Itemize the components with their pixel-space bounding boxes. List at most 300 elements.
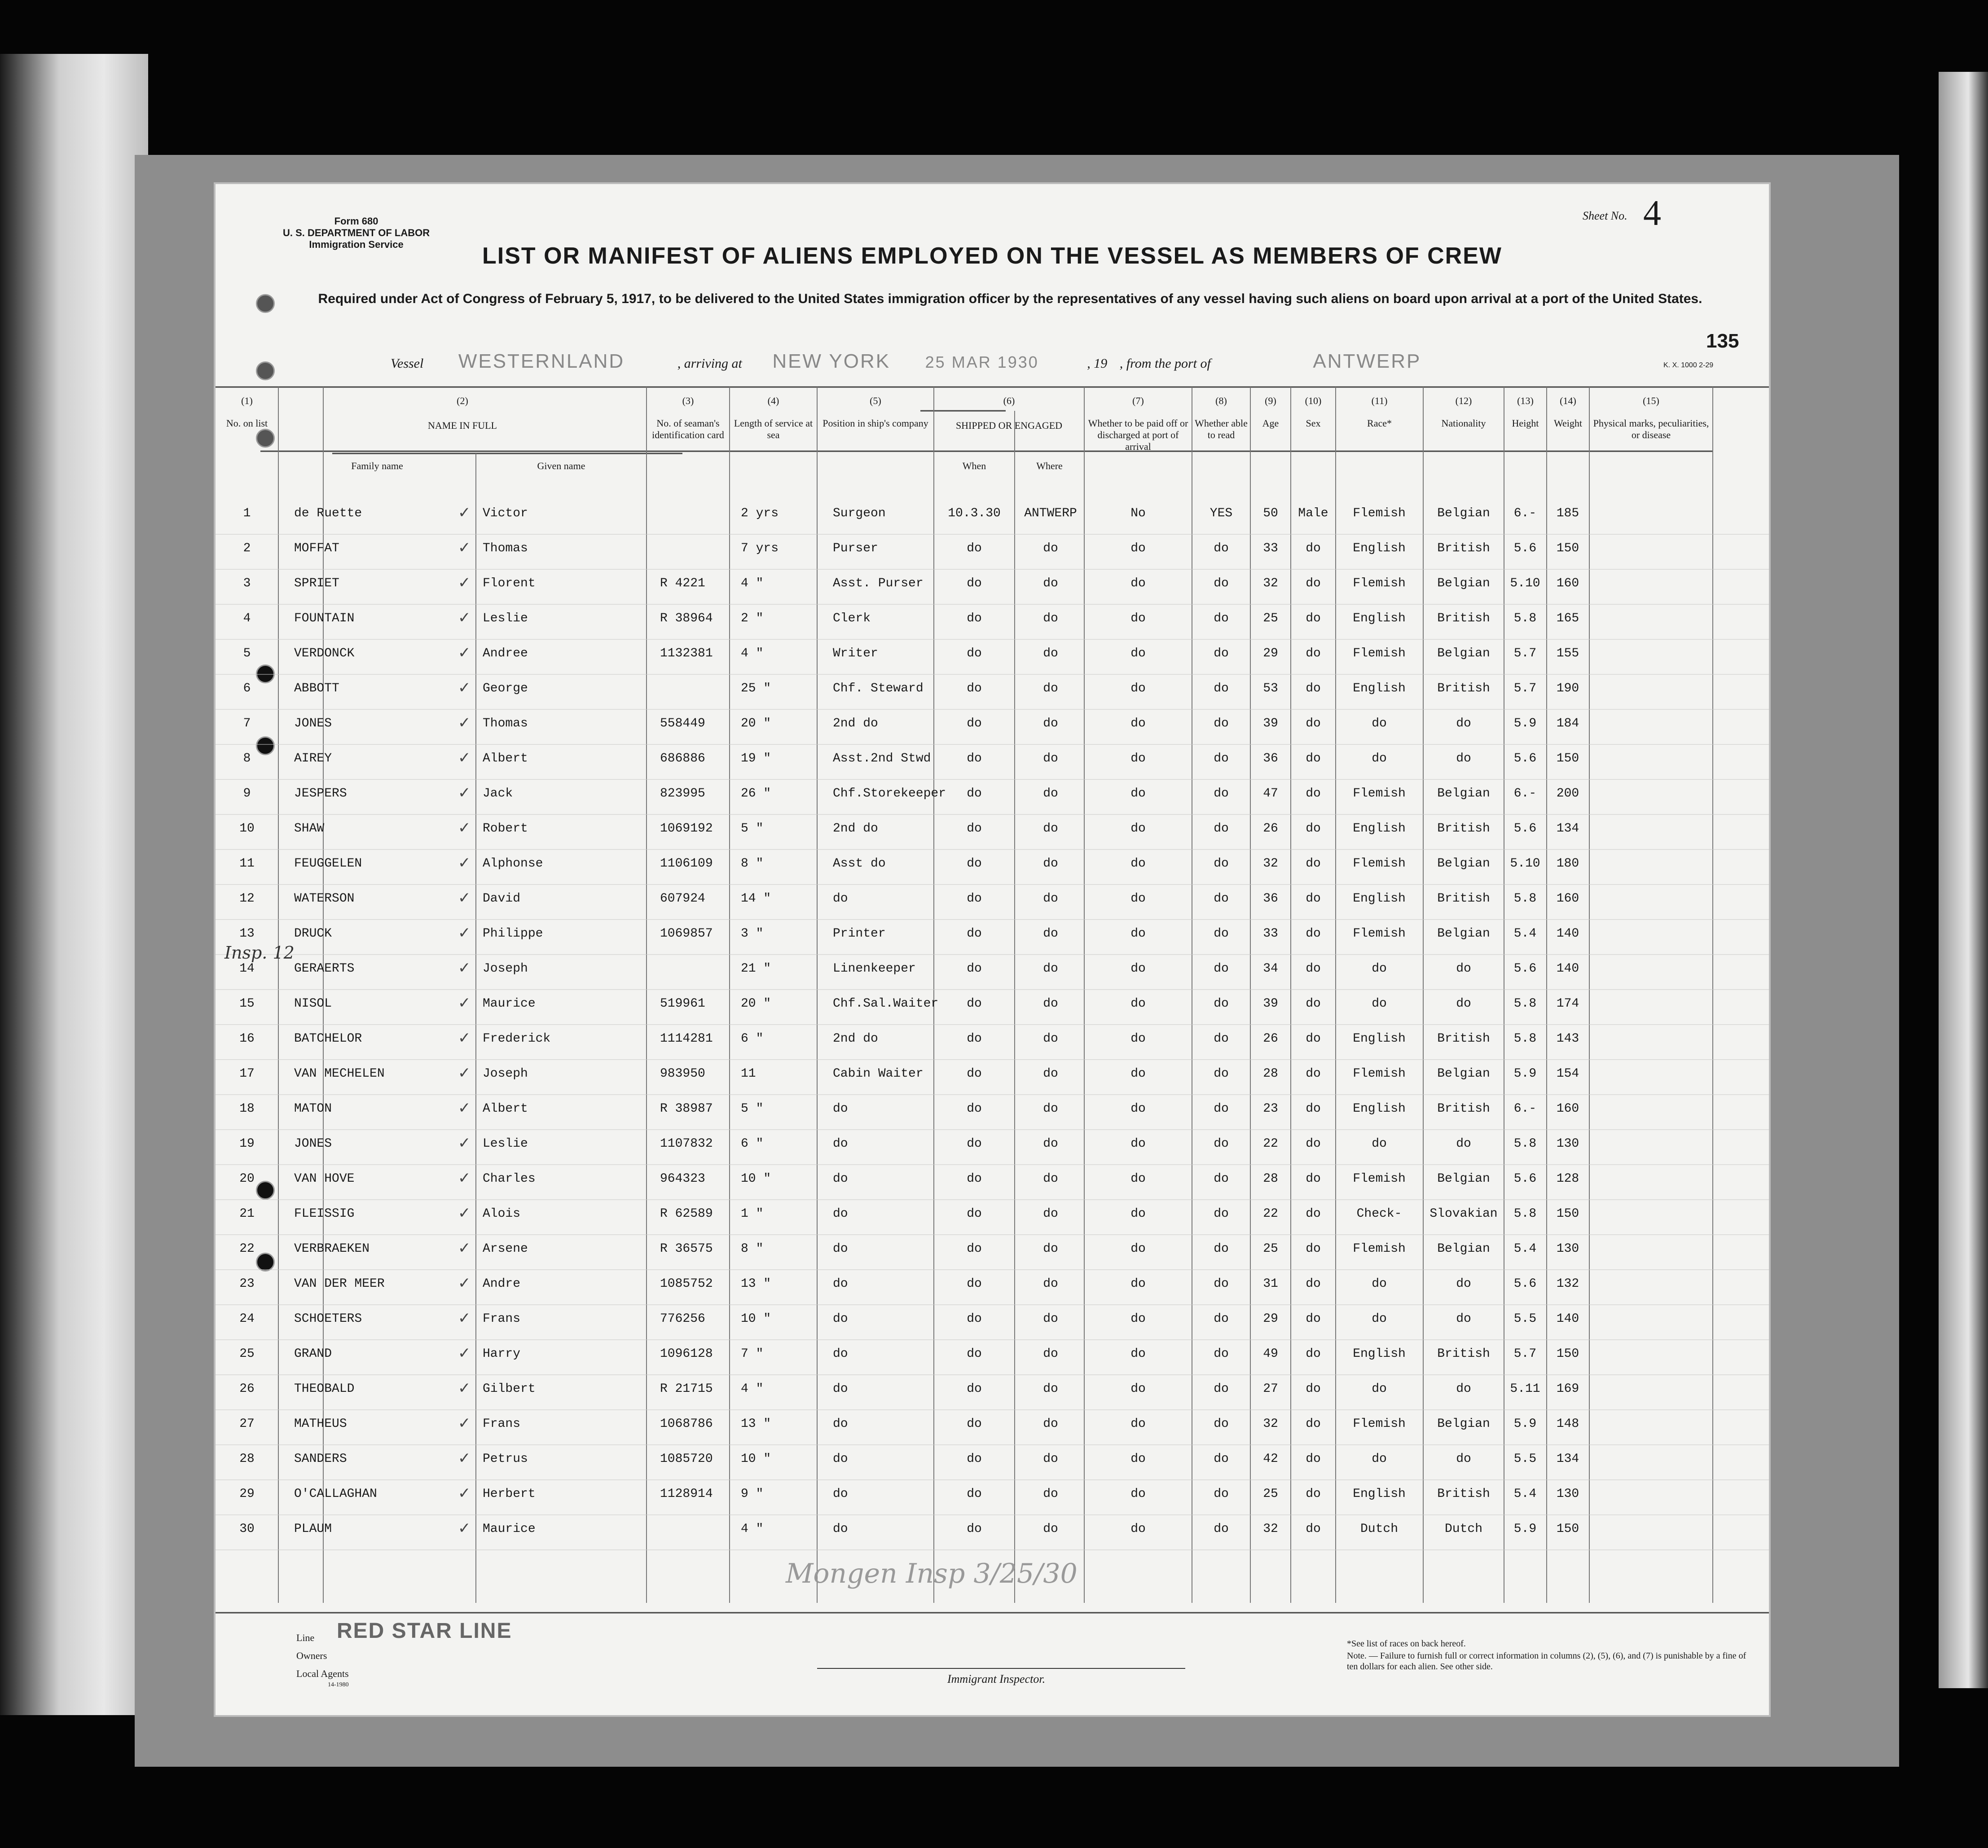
table-cell: do (1130, 1102, 1146, 1116)
table-cell: Clerk (833, 612, 871, 625)
sheet-label: Sheet No. (1583, 209, 1627, 222)
table-cell: 4 " (741, 1522, 764, 1536)
table-cell: 2 yrs (741, 506, 779, 520)
table-cell: 36 (1263, 892, 1278, 906)
column-number: (6) (1003, 395, 1015, 406)
column-number: (2) (457, 395, 468, 406)
checkmark-icon: ✓ (458, 1134, 471, 1152)
table-cell: do (833, 1242, 848, 1256)
table-cell: Asst. Purser (833, 576, 924, 590)
table-cell: 1106109 (660, 857, 713, 871)
table-cell: 32 (1263, 1522, 1278, 1536)
table-cell: do (967, 717, 982, 730)
table-cell: Gilbert (483, 1382, 536, 1396)
table-cell: BATCHELOR (294, 1032, 362, 1046)
binder-left-edge (0, 54, 148, 1715)
table-cell: 14 (239, 962, 255, 976)
table-cell: Charles (483, 1172, 536, 1186)
table-cell: do (967, 787, 982, 801)
table-cell: GERAERTS (294, 962, 355, 976)
table-cell: do (1130, 612, 1146, 625)
punch-hole-icon (256, 1181, 275, 1200)
table-cell: do (1456, 752, 1471, 766)
table-cell: Frederick (483, 1032, 551, 1046)
table-cell: do (1043, 822, 1058, 836)
table-cell: R 38964 (660, 612, 713, 625)
table-cell: English (1353, 892, 1406, 906)
table-cell: Check- (1356, 1207, 1402, 1221)
checkmark-icon: ✓ (458, 1239, 471, 1257)
column-number: (13) (1517, 395, 1534, 406)
table-cell: 185 (1556, 506, 1579, 520)
table-cell: 169 (1556, 1382, 1579, 1396)
table-cell: 7 yrs (741, 541, 779, 555)
table-cell: WATERSON (294, 892, 355, 906)
table-cell: David (483, 892, 521, 906)
arrival-port: NEW YORK (772, 350, 891, 372)
table-cell: 21 " (741, 962, 771, 976)
table-cell: English (1353, 1487, 1406, 1501)
table-cell: Surgeon (833, 506, 886, 520)
table-cell: Belgian (1437, 1417, 1490, 1431)
table-cell: do (1306, 541, 1321, 555)
arriving-label: , arriving at (677, 356, 742, 371)
table-cell: 1085752 (660, 1277, 713, 1291)
table-cell: 6.- (1513, 506, 1537, 520)
table-cell: do (967, 541, 982, 555)
table-cell: Alphonse (483, 857, 543, 871)
column-header: Position in ship's company (822, 418, 928, 429)
column-number: (14) (1560, 395, 1576, 406)
table-cell: 33 (1263, 927, 1278, 941)
table-cell: 5.8 (1513, 1032, 1537, 1046)
table-cell: Jack (483, 787, 513, 801)
checkmark-icon: ✓ (458, 1204, 471, 1222)
table-cell: do (1043, 962, 1058, 976)
table-cell: do (1130, 1032, 1146, 1046)
table-cell: do (1306, 717, 1321, 730)
table-cell: R 4221 (660, 576, 705, 590)
table-cell: do (833, 892, 848, 906)
table-cell: 30 (239, 1522, 255, 1536)
table-cell: do (967, 1487, 982, 1501)
table-cell: Thomas (483, 717, 528, 730)
table-cell: do (1306, 1207, 1321, 1221)
table-cell: 5.5 (1513, 1312, 1537, 1326)
checkmark-icon: ✓ (458, 889, 471, 907)
table-cell: 20 " (741, 717, 771, 730)
table-cell: do (1130, 682, 1146, 695)
table-cell: MOFFAT (294, 541, 339, 555)
table-cell: O'CALLAGHAN (294, 1487, 377, 1501)
checkmark-icon: ✓ (458, 1519, 471, 1537)
table-cell: do (1306, 1102, 1321, 1116)
table-cell: 2nd do (833, 717, 878, 730)
checkmark-icon: ✓ (458, 644, 471, 662)
table-cell: 1 (243, 506, 251, 520)
table-cell: 5.6 (1513, 752, 1537, 766)
table-cell: 16 (239, 1032, 255, 1046)
table-cell: do (1043, 997, 1058, 1011)
table-cell: do (1456, 1137, 1471, 1151)
year-label: , 19 (1087, 356, 1108, 371)
table-cell: Philippe (483, 927, 543, 941)
checkmark-icon: ✓ (458, 1414, 471, 1432)
checkmark-icon: ✓ (458, 819, 471, 837)
table-cell: do (1306, 1417, 1321, 1431)
table-cell: do (1306, 892, 1321, 906)
table-cell: de Ruette (294, 506, 362, 520)
departure-port: ANTWERP (1313, 350, 1421, 372)
table-cell: do (1306, 682, 1321, 695)
table-cell: do (1043, 1172, 1058, 1186)
table-cell: do (1214, 787, 1229, 801)
table-cell: do (1306, 647, 1321, 660)
table-cell: 36 (1263, 752, 1278, 766)
table-cell: do (1130, 962, 1146, 976)
table-cell: Joseph (483, 1067, 528, 1081)
table-cell: SCHOETERS (294, 1312, 362, 1326)
table-cell: Writer (833, 647, 878, 660)
table-cell: 8 (243, 752, 251, 766)
table-cell: do (1372, 1277, 1387, 1291)
table-cell: do (833, 1452, 848, 1466)
table-cell: JONES (294, 1137, 332, 1151)
table-cell: do (967, 682, 982, 695)
table-cell: 11 (239, 857, 255, 871)
table-cell: Chf. Steward (833, 682, 924, 695)
table-cell: do (1043, 576, 1058, 590)
table-cell: 49 (1263, 1347, 1278, 1361)
page-subtitle: Required under Act of Congress of February 5, 1917, to be delivered to the United States immigration officer by the representatives of any vessel having such aliens on board upon arrival at a port of the United States. (318, 291, 1702, 306)
table-cell: do (1306, 1382, 1321, 1396)
table-cell: 5 (243, 647, 251, 660)
table-cell: 26 " (741, 787, 771, 801)
table-cell: do (1214, 1487, 1229, 1501)
table-cell: 140 (1556, 927, 1579, 941)
table-cell: 14 " (741, 892, 771, 906)
table-cell: do (1456, 1277, 1471, 1291)
table-cell: JESPERS (294, 787, 347, 801)
column-header: Whether to be paid off or discharged at port of arrival (1088, 418, 1188, 452)
table-cell: do (967, 1347, 982, 1361)
table-cell: Maurice (483, 1522, 536, 1536)
table-cell: 32 (1263, 857, 1278, 871)
table-cell: 150 (1556, 1207, 1579, 1221)
table-cell: do (967, 752, 982, 766)
table-cell: do (967, 822, 982, 836)
table-cell: do (1456, 1382, 1471, 1396)
table-cell: 19 (239, 1137, 255, 1151)
table-cell: do (1456, 997, 1471, 1011)
table-cell: 5.6 (1513, 822, 1537, 836)
table-cell: English (1353, 682, 1406, 695)
table-cell: Asst do (833, 857, 886, 871)
checkmark-icon: ✓ (458, 574, 471, 592)
table-cell: do (1043, 612, 1058, 625)
table-cell: 4 (243, 612, 251, 625)
table-cell: do (1456, 1312, 1471, 1326)
table-cell: 1096128 (660, 1347, 713, 1361)
table-cell: do (1214, 1382, 1229, 1396)
table-cell: do (1130, 1452, 1146, 1466)
table-cell: 5.4 (1513, 1242, 1537, 1256)
table-cell: do (833, 1102, 848, 1116)
table-cell: 29 (1263, 647, 1278, 660)
table-cell: do (967, 1137, 982, 1151)
table-cell: do (967, 1452, 982, 1466)
table-cell: Petrus (483, 1452, 528, 1466)
table-cell: 15 (239, 997, 255, 1011)
table-cell: do (1372, 962, 1387, 976)
table-cell: 6.- (1513, 1102, 1537, 1116)
table-cell: George (483, 682, 528, 695)
table-cell: do (1043, 682, 1058, 695)
table-cell: 33 (1263, 541, 1278, 555)
inspector-label: Immigrant Inspector. (947, 1672, 1046, 1685)
table-cell: do (1214, 1172, 1229, 1186)
table-cell: 20 " (741, 997, 771, 1011)
column-subheader: Where (1036, 460, 1063, 471)
checkmark-icon: ✓ (458, 539, 471, 557)
table-cell: 128 (1556, 1172, 1579, 1186)
table-cell: 28 (1263, 1067, 1278, 1081)
column-number: (9) (1265, 395, 1276, 406)
checkmark-icon: ✓ (458, 1169, 471, 1187)
table-cell: do (1214, 541, 1229, 555)
table-cell: 22 (1263, 1207, 1278, 1221)
punch-hole-icon (256, 429, 275, 448)
table-cell: 7 (243, 717, 251, 730)
table-cell: 27 (1263, 1382, 1278, 1396)
table-cell: 9 (243, 787, 251, 801)
table-cell: do (1306, 752, 1321, 766)
table-cell: do (1214, 1312, 1229, 1326)
table-cell: Chf.Storekeeper (833, 787, 946, 801)
table-cell: 519961 (660, 997, 705, 1011)
table-cell: GRAND (294, 1347, 332, 1361)
table-cell: do (1372, 1452, 1387, 1466)
table-cell: do (1214, 576, 1229, 590)
table-cell: 39 (1263, 997, 1278, 1011)
table-cell: do (1306, 1312, 1321, 1326)
table-cell: do (1214, 1242, 1229, 1256)
table-cell: do (967, 1382, 982, 1396)
table-cell: do (967, 962, 982, 976)
table-cell: ABBOTT (294, 682, 339, 695)
table-cell: Robert (483, 822, 528, 836)
table-cell: do (833, 1382, 848, 1396)
table-cell: do (1043, 717, 1058, 730)
table-cell: 140 (1556, 962, 1579, 976)
penalty-note: Note. — Failure to furnish full or correct information in columns (2), (5), (6), and (7) is punishable by a fine of ten dollars for each alien. See other side. (1347, 1651, 1746, 1672)
table-cell: FOUNTAIN (294, 612, 355, 625)
table-cell: 20 (239, 1172, 255, 1186)
table-cell: PLAUM (294, 1522, 332, 1536)
table-cell: 1068786 (660, 1417, 713, 1431)
table-cell: do (1130, 892, 1146, 906)
table-cell: Albert (483, 752, 528, 766)
column-subheader: When (962, 460, 986, 471)
checkmark-icon: ✓ (458, 994, 471, 1012)
checkmark-icon: ✓ (458, 1449, 471, 1467)
table-cell: 47 (1263, 787, 1278, 801)
table-cell: 10 " (741, 1312, 771, 1326)
table-cell: do (1306, 1452, 1321, 1466)
checkmark-icon: ✓ (458, 924, 471, 942)
table-cell: Flemish (1353, 1067, 1406, 1081)
table-cell: do (1130, 1137, 1146, 1151)
table-cell: 558449 (660, 717, 705, 730)
column-header: No. on list (226, 418, 268, 429)
table-cell: do (1130, 647, 1146, 660)
table-cell: do (1306, 927, 1321, 941)
from-port-label: , from the port of (1119, 356, 1211, 371)
column-number: (15) (1643, 395, 1659, 406)
table-cell: 29 (239, 1487, 255, 1501)
table-cell: do (1214, 647, 1229, 660)
column-number: (12) (1455, 395, 1472, 406)
table-cell: do (1214, 857, 1229, 871)
table-cell: 25 (239, 1347, 255, 1361)
table-cell: Herbert (483, 1487, 536, 1501)
table-cell: Leslie (483, 612, 528, 625)
table-cell: 24 (239, 1312, 255, 1326)
checkmark-icon: ✓ (458, 1274, 471, 1292)
table-cell: 50 (1263, 506, 1278, 520)
table-cell: Thomas (483, 541, 528, 555)
table-cell: MATON (294, 1102, 332, 1116)
table-cell: do (1306, 997, 1321, 1011)
table-cell: do (1043, 752, 1058, 766)
table-cell: 132 (1556, 1277, 1579, 1291)
table-cell: British (1437, 682, 1490, 695)
table-cell: 130 (1556, 1487, 1579, 1501)
form-department: U. S. DEPARTMENT OF LABOR (283, 227, 430, 238)
table-cell: 6 (243, 682, 251, 695)
page-title: LIST OR MANIFEST OF ALIENS EMPLOYED ON THE VESSEL AS MEMBERS OF CREW (482, 243, 1502, 269)
table-cell: do (1043, 1137, 1058, 1151)
table-cell: Belgian (1437, 1172, 1490, 1186)
table-cell: 13 (239, 927, 255, 941)
inspector-signature-line (817, 1668, 1185, 1669)
checkmark-icon: ✓ (458, 854, 471, 872)
table-cell: do (1306, 1172, 1321, 1186)
table-cell: do (1372, 752, 1387, 766)
column-header: Sex (1306, 418, 1321, 429)
table-cell: Andree (483, 647, 528, 660)
table-cell: Flemish (1353, 1172, 1406, 1186)
table-cell: do (1456, 962, 1471, 976)
table-cell: 5.4 (1513, 1487, 1537, 1501)
column-header: Length of service at sea (734, 418, 813, 440)
table-cell: do (1130, 927, 1146, 941)
column-number: (10) (1305, 395, 1322, 406)
table-cell: 160 (1556, 892, 1579, 906)
table-cell: do (1130, 1382, 1146, 1396)
table-cell: AIREY (294, 752, 332, 766)
sheet-number: 4 (1643, 194, 1661, 233)
table-cell: 25 (1263, 612, 1278, 625)
local-agents-label: Local Agents (296, 1668, 349, 1679)
table-cell: do (967, 647, 982, 660)
table-cell: do (967, 997, 982, 1011)
table-cell: 12 (239, 892, 255, 906)
checkmark-icon: ✓ (458, 1309, 471, 1327)
table-cell: do (1130, 1347, 1146, 1361)
table-cell: ANTWERP (1024, 506, 1077, 520)
table-cell: English (1353, 1032, 1406, 1046)
table-cell: 26 (1263, 1032, 1278, 1046)
table-cell: Flemish (1353, 927, 1406, 941)
table-cell: 5.8 (1513, 612, 1537, 625)
table-cell: 10 " (741, 1172, 771, 1186)
line-stamp: RED STAR LINE (337, 1619, 512, 1643)
table-cell: 5.4 (1513, 927, 1537, 941)
table-cell: Victor (483, 506, 528, 520)
table-cell: 29 (1263, 1312, 1278, 1326)
table-cell: do (1214, 1102, 1229, 1116)
table-cell: do (1214, 1137, 1229, 1151)
table-cell: 5.8 (1513, 997, 1537, 1011)
table-cell: 4 " (741, 1382, 764, 1396)
table-cell: do (1043, 1417, 1058, 1431)
table-cell: do (967, 1172, 982, 1186)
table-cell: 5 " (741, 1102, 764, 1116)
table-cell: do (1306, 1347, 1321, 1361)
table-cell: FEUGGELEN (294, 857, 362, 871)
table-cell: 2 (243, 541, 251, 555)
table-cell: 23 (239, 1277, 255, 1291)
column-number: (11) (1371, 395, 1388, 406)
table-cell: do (1306, 1487, 1321, 1501)
table-cell: Slovakian (1429, 1207, 1498, 1221)
table-cell: Belgian (1437, 1067, 1490, 1081)
table-cell: do (1130, 787, 1146, 801)
table-cell: 23 (1263, 1102, 1278, 1116)
table-cell: 5.9 (1513, 1067, 1537, 1081)
table-cell: 5.8 (1513, 1137, 1537, 1151)
table-cell: 1107832 (660, 1137, 713, 1151)
column-header: No. of seaman's identification card (652, 418, 724, 440)
table-cell: do (833, 1347, 848, 1361)
races-note: *See list of races on back hereof. (1347, 1639, 1466, 1649)
table-cell: do (833, 1277, 848, 1291)
table-cell: VAN HOVE (294, 1172, 355, 1186)
column-subheader: Family name (351, 460, 403, 471)
table-cell: English (1353, 1102, 1406, 1116)
table-cell: 13 " (741, 1277, 771, 1291)
table-cell: do (967, 857, 982, 871)
table-cell: 190 (1556, 682, 1579, 695)
table-cell: do (1130, 576, 1146, 590)
table-cell: 28 (239, 1452, 255, 1466)
checkmark-icon: ✓ (458, 1099, 471, 1117)
column-header: SHIPPED OR ENGAGED (955, 420, 1063, 431)
table-cell: 18 (239, 1102, 255, 1116)
table-cell: 134 (1556, 1452, 1579, 1466)
table-cell: British (1437, 541, 1490, 555)
checkmark-icon: ✓ (458, 1344, 471, 1362)
table-cell: 22 (239, 1242, 255, 1256)
table-cell: do (1214, 892, 1229, 906)
table-cell: do (1306, 576, 1321, 590)
table-cell: do (967, 1277, 982, 1291)
table-cell: do (1043, 541, 1058, 555)
table-cell: Flemish (1353, 647, 1406, 660)
table-cell: 143 (1556, 1032, 1579, 1046)
checkmark-icon: ✓ (458, 504, 471, 522)
